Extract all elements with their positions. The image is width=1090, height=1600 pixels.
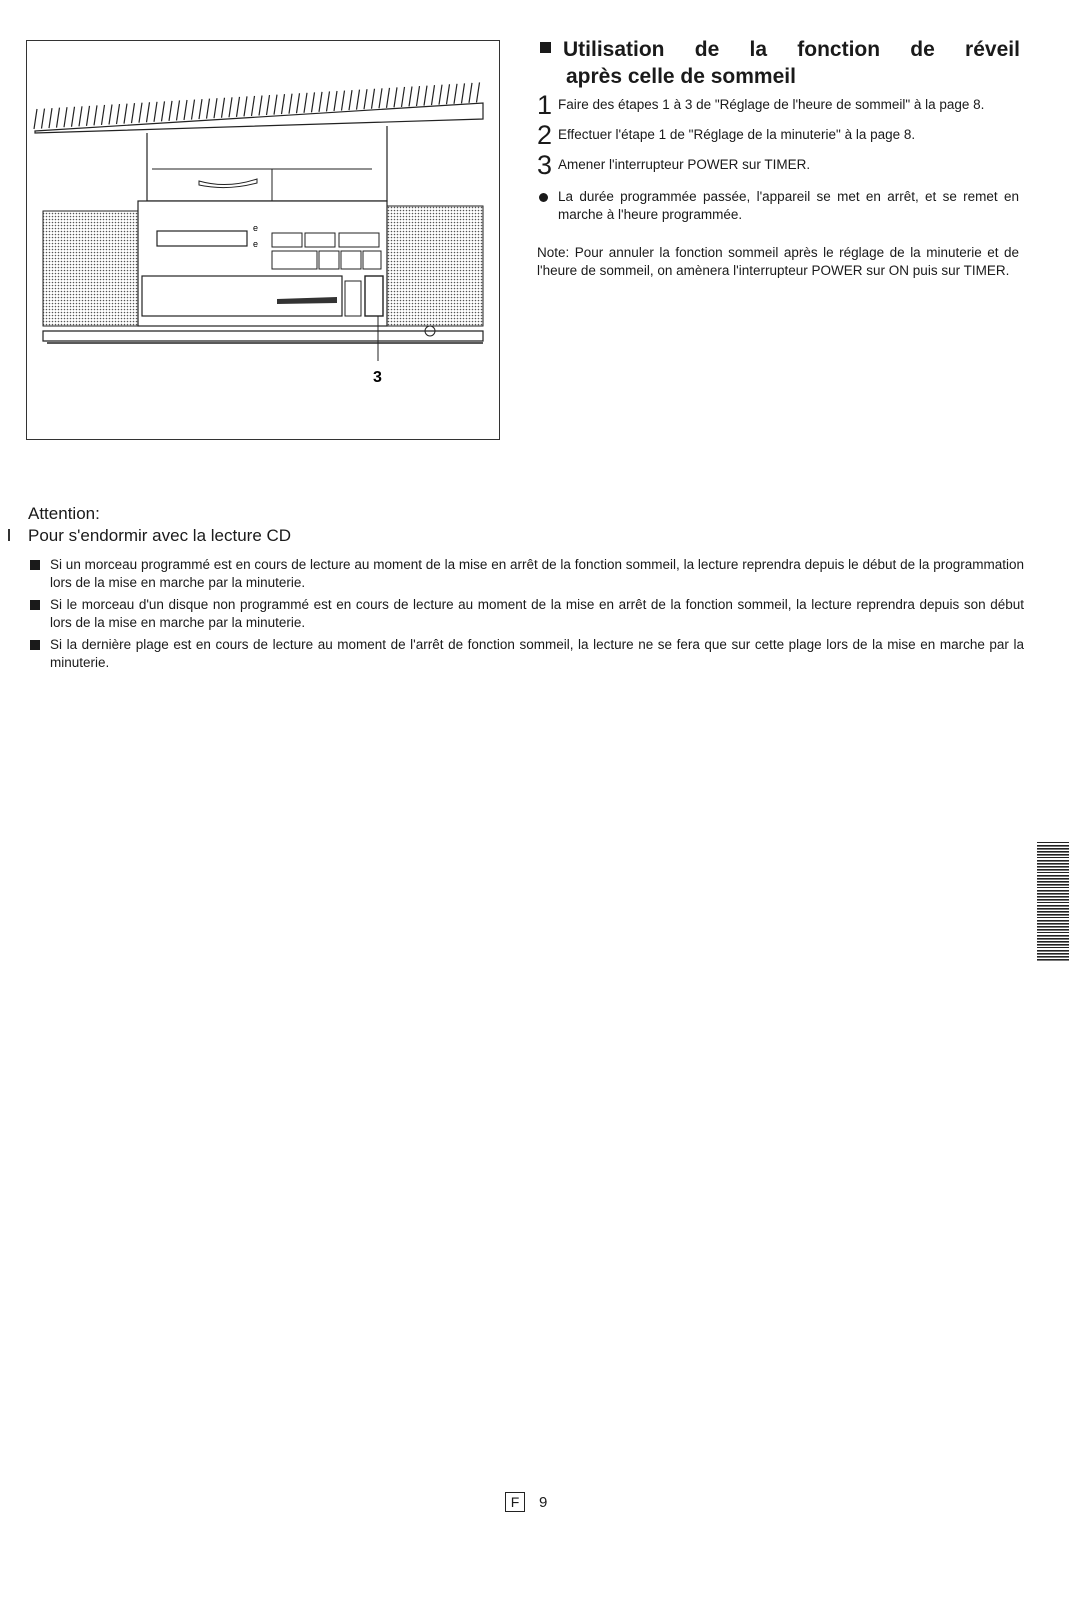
heading-line-1 bbox=[540, 36, 1020, 63]
heading-word: fonction bbox=[797, 38, 881, 61]
stereo-unit-drawing bbox=[27, 41, 501, 441]
callout-number: 3 bbox=[373, 369, 382, 386]
list-item bbox=[30, 596, 1024, 632]
step-number: 3 bbox=[537, 150, 553, 180]
square-bullet-icon bbox=[30, 640, 40, 650]
step-text: Amener l'interrupteur POWER sur TIMER. bbox=[558, 157, 811, 172]
step-3 bbox=[537, 150, 1019, 180]
language-indicator: F bbox=[505, 1492, 525, 1512]
steps-list bbox=[537, 90, 1019, 280]
section-tab-marker bbox=[1037, 842, 1069, 964]
bullet-note bbox=[537, 188, 1019, 224]
heading-word: de bbox=[694, 38, 720, 61]
note-paragraph: Note: Pour annuler la fonction sommeil après le réglage de la minuterie et de l'heure de sommeil, on amènera l'interrupteur POWER sur ON puis sur TIMER. bbox=[537, 245, 1019, 278]
heading-line-2: après celle de sommeil bbox=[566, 65, 796, 88]
attention-title: Attention: bbox=[28, 504, 100, 523]
square-bullet-icon bbox=[30, 560, 40, 570]
carry-handle bbox=[34, 82, 480, 129]
attention-subtitle: Pour s'endormir avec la lecture CD bbox=[28, 526, 292, 545]
list-item-text: Si le morceau d'un disque non programmé est en cours de lecture au moment de la mise en arrêt de la fonction sommeil, la lecture reprendra depuis son début lors de la mise en marche par la minuterie. bbox=[50, 597, 1024, 630]
page-footer bbox=[505, 1492, 547, 1512]
heading-word: la bbox=[749, 38, 768, 61]
margin-mark bbox=[8, 529, 10, 541]
heading-word: de bbox=[910, 38, 935, 61]
list-item bbox=[30, 556, 1024, 592]
heading-bullet: Utilisation bbox=[540, 36, 665, 63]
step-1 bbox=[537, 90, 1019, 120]
bullet-dot-icon bbox=[539, 193, 548, 202]
step-number: 1 bbox=[537, 90, 553, 120]
device-illustration bbox=[26, 40, 500, 440]
list-item bbox=[30, 636, 1024, 672]
step-number: 2 bbox=[537, 120, 553, 150]
step-text: Faire des étapes 1 à 3 de "Réglage de l'heure de sommeil" à la page 8. bbox=[558, 97, 985, 112]
page-number: 9 bbox=[539, 1493, 548, 1511]
list-item-text: Si un morceau programmé est en cours de lecture au moment de la mise en arrêt de la fonction sommeil, la lecture reprendra depuis le début de la programmation lors de la mise en marche par la minuterie. bbox=[50, 557, 1024, 590]
step-text: Effectuer l'étape 1 de "Réglage de la minuterie" à la page 8. bbox=[558, 127, 916, 142]
section-heading bbox=[540, 36, 1020, 90]
step-2 bbox=[537, 120, 1019, 150]
attention-list bbox=[30, 556, 1024, 676]
heading-word: réveil bbox=[965, 38, 1020, 61]
svg-text:e: e bbox=[253, 223, 259, 233]
square-bullet-icon bbox=[30, 600, 40, 610]
svg-text:e: e bbox=[253, 239, 259, 249]
bullet-note-text: La durée programmée passée, l'appareil se met en arrêt, et se remet en marche à l'heure programmée. bbox=[558, 189, 1019, 222]
list-item-text: Si la dernière plage est en cours de lecture au moment de l'arrêt de fonction sommeil, la lecture ne se fera que sur cette plage lors de la mise en marche par la minuterie. bbox=[50, 637, 1024, 670]
